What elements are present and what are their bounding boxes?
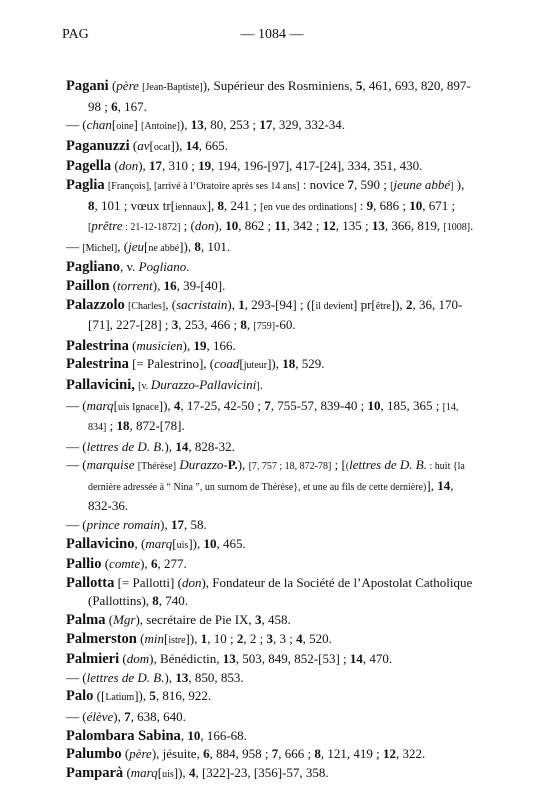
volume-number: 10 (203, 535, 217, 551)
small-text: ] (450, 180, 454, 192)
entry-text: , 17-25, 42-50 ; (180, 397, 265, 413)
entry-text: , 832-36. (88, 477, 454, 514)
entry-text: ; (106, 418, 117, 434)
volume-number: 7 (347, 176, 355, 192)
small-text: [759] (253, 321, 276, 333)
entry-text: ]), (267, 356, 283, 372)
entry-text: , 872-[78]. (129, 418, 185, 434)
italic-text: père (129, 746, 152, 762)
index-entry (66, 277, 476, 296)
volume-number: 17 (170, 517, 184, 533)
index-entry (66, 337, 476, 356)
entry-text: — ( (66, 397, 87, 413)
entry-text: ), (160, 517, 171, 533)
entry-text: , 293-[94] ; ([ (244, 296, 316, 312)
volume-number: 18 (282, 356, 296, 372)
italic-text: lettres de D. B. (349, 457, 428, 473)
small-text: [en vue des ordinations] (260, 201, 357, 213)
entry-text: ]), (390, 296, 406, 312)
small-text: juteur (243, 360, 268, 372)
volume-number: 3 (266, 630, 273, 646)
entry-headword: Palestrina (66, 356, 129, 373)
entry-text: ), (182, 337, 194, 353)
entry-text: ]), (185, 630, 201, 646)
entry-text: , 241 ; (224, 197, 261, 213)
entry-text: , 10 ; (207, 630, 237, 646)
volume-number: 14 (175, 438, 189, 454)
entry-headword: Paglia (66, 176, 105, 193)
entry-text: ), (164, 669, 176, 685)
entry-text: [= Pallotti] ( (114, 574, 182, 590)
volume-number: 4 (173, 397, 181, 413)
volume-number: 13 (371, 218, 385, 234)
italic-text: don (118, 158, 139, 174)
entry-text: [ (172, 535, 177, 551)
index-entry (66, 650, 476, 669)
volume-number: 16 (163, 277, 177, 293)
italic-text: Durazzo-Pallavicini (150, 376, 257, 392)
entry-text: , 36, 170-[71], 227-[28] ; (88, 296, 463, 333)
entry-text: ), (138, 158, 150, 174)
italic-text: Mgr (113, 612, 136, 628)
small-text: [Michel] (82, 242, 118, 254)
page-header (62, 27, 482, 47)
small-text: [v. (138, 380, 151, 392)
entry-text: -60. (275, 317, 296, 333)
entry-text: , 755-57, 839-40 ; (270, 397, 368, 413)
entry-text: ( (105, 612, 114, 628)
volume-number: 4 (188, 764, 196, 780)
entry-text: , ( (134, 535, 146, 551)
italic-text: don (194, 218, 215, 234)
volume-number: 18 (116, 418, 130, 434)
volume-number: 12 (382, 746, 396, 762)
entry-headword: Palmerston (66, 630, 137, 647)
entry-text: , 884, 958 ; (209, 746, 272, 762)
volume-number: 10 (367, 397, 381, 413)
small-text: [François], [arrivé à l’Oratoire après ses 14 ans] (107, 180, 300, 192)
index-entry (66, 574, 476, 611)
entry-text: , 665. (198, 137, 228, 153)
volume-number: 10 (409, 197, 423, 213)
small-text: [ (88, 222, 92, 234)
entry-text: , 503, 849, 852-[53] ; (235, 651, 350, 667)
volume-number: 10 (225, 218, 239, 234)
index-entry (66, 77, 476, 116)
entry-headword: Pallavicino (66, 535, 135, 552)
entry-text: , 686 ; (373, 197, 410, 213)
entry-text: [ (111, 117, 117, 133)
entry-text: [ (163, 630, 169, 646)
entry-text: , 310 ; (162, 158, 199, 174)
small-text: ne abbé (148, 242, 180, 254)
volume-number: 13 (222, 651, 236, 667)
entry-headword: Pagliano (66, 259, 120, 276)
entry-text: , (246, 317, 254, 333)
entry-text: ], (426, 477, 438, 493)
volume-number: 4 (296, 630, 303, 646)
volume-number: 3 (254, 612, 262, 628)
entry-text: ( (128, 337, 137, 353)
entry-text: [ (143, 238, 149, 254)
volume-number: 7 (271, 746, 279, 762)
small-text: istre (168, 634, 186, 646)
page-number: — 1084 — (240, 27, 304, 42)
italic-text: min (144, 630, 164, 646)
entry-text: ), (140, 556, 151, 572)
entry-text: ; ( (180, 218, 195, 234)
volume-number: 8 (314, 746, 321, 762)
index-entry (66, 764, 476, 785)
entry-text: , [322]-23, [356]-57, 358. (195, 764, 329, 780)
small-text: [7, 757 ; 18, 872-78] (248, 461, 332, 473)
entry-text: , 458. (261, 612, 291, 628)
entry-headword: Paillon (66, 277, 110, 294)
entry-text: . (186, 259, 190, 275)
entry-text: ]), (158, 397, 174, 413)
italic-text: dom (126, 651, 150, 667)
entry-text: , 862 ; (238, 218, 275, 234)
entry-text: ( (121, 746, 130, 762)
index-entry (66, 397, 476, 438)
italic-text: lettres de D. B. (86, 438, 165, 454)
italic-text: av (137, 137, 150, 153)
entry-headword: Palazzolo (66, 296, 125, 313)
volume-number: 14 (437, 477, 451, 493)
index-entry (66, 727, 476, 746)
volume-number: 3 (171, 317, 179, 333)
index-entry (66, 355, 476, 376)
entry-text: ), (453, 176, 465, 192)
entry-headword: Pallio (66, 556, 102, 573)
italic-text: jeu (128, 238, 144, 254)
entry-text: , 2 ; (243, 630, 267, 646)
entry-text: — ( (66, 517, 87, 533)
italic-text: marq (145, 535, 173, 551)
entry-text: ), (113, 709, 125, 724)
index-entry (66, 669, 476, 688)
italic-text: père (116, 78, 139, 93)
entry-text: , 520. (302, 630, 332, 646)
entry-text: ), secrétaire de Pie IX, (135, 612, 255, 628)
entry-text: ] pr[ (353, 296, 376, 312)
small-text: uis (162, 768, 174, 780)
small-text: ( (345, 461, 350, 473)
entry-text: , ( (117, 238, 129, 254)
index-entry (66, 611, 476, 630)
volume-number: 10 (187, 727, 201, 743)
entry-text: [ (149, 137, 154, 153)
volume-number: 1 (200, 630, 208, 646)
entry-headword: Paganuzzi (66, 137, 130, 154)
entry-text: ( (109, 277, 118, 293)
entry-text: ), jésuite, (151, 746, 204, 762)
entry-headword: Pagani (66, 78, 109, 94)
entry-text: ), (227, 296, 239, 312)
small-text: uis Ignace (117, 401, 159, 413)
entry-text: [ (239, 356, 244, 372)
index-entry (66, 258, 476, 277)
entry-text: , 135 ; (335, 218, 372, 234)
entry-text: , 322. (395, 746, 426, 762)
entry-text: , 590 ; (354, 176, 391, 192)
index-entry (66, 137, 476, 158)
entry-text: , 58. (183, 517, 207, 533)
entry-text: , 166. (206, 337, 236, 353)
entry-headword: Palestrina (66, 337, 129, 354)
small-text: [Charles] (128, 300, 166, 312)
small-text: iennaux (175, 201, 207, 213)
index-entry (66, 176, 476, 238)
volume-number: 5 (355, 78, 363, 93)
volume-number: 17 (259, 117, 273, 133)
entry-text: ), (214, 218, 226, 234)
entry-text: , 80, 253 ; (203, 117, 260, 133)
entry-text: ], (206, 197, 218, 213)
entry-text: — ( (66, 117, 87, 133)
small-text: [14, 834] (88, 401, 459, 434)
volume-number: 8 (217, 197, 225, 213)
entry-text: , 666 ; (278, 746, 315, 762)
small-text: être (375, 300, 391, 312)
entry-text: — (66, 238, 83, 254)
entry-text: — ( (66, 669, 87, 685)
section-letters: PAG (62, 27, 89, 42)
entry-text: ( (136, 630, 145, 646)
entry-text: — ( (66, 709, 87, 724)
entry-text: , 194, 196-[97], 417-[24], 334, 351, 430. (211, 158, 423, 174)
index-entry (66, 376, 476, 397)
volume-number: 5 (149, 688, 156, 704)
entry-text: , 671 ; (422, 197, 456, 213)
volume-number: 17 (149, 158, 163, 174)
small-text: [Jean-Baptiste] (142, 82, 203, 93)
entry-text: ), (237, 457, 249, 473)
entry-text: ]), (170, 137, 186, 153)
small-text: Latium (105, 692, 135, 704)
small-text: il devient (315, 300, 354, 312)
entry-text: ( (123, 764, 131, 780)
entry-text: , 529. (295, 356, 325, 372)
entry-text: , v. (119, 259, 139, 275)
volume-number: 12 (322, 218, 336, 234)
italic-text: lettres de D. B. (86, 669, 165, 685)
entry-headword: Pallavicini, (66, 376, 135, 393)
entry-headword: Palmieri (66, 651, 120, 668)
small-text: ] (256, 380, 260, 392)
volume-number: 14 (349, 651, 363, 667)
entry-text: , 253, 466 ; (178, 317, 241, 333)
italic-text: sacristain (176, 296, 228, 312)
entry-text: ([ (93, 688, 106, 704)
entry-headword: Pamparà (66, 764, 124, 781)
entry-text: ( (101, 556, 110, 572)
small-text: : huit {la dernière adressée à “ Nina ”, un surnom de Thérèse}, et une au fils de cette dernière) (88, 461, 465, 493)
volume-number: 14 (185, 137, 199, 153)
entry-text: ), (164, 438, 176, 454)
entry-text: , 638, 640. (130, 709, 186, 724)
entry-text: [ (157, 764, 163, 780)
entry-text: , 101 ; vœux tr[ (94, 197, 176, 213)
entry-headword: Palumbo (66, 746, 122, 763)
italic-text: prince romain (86, 517, 161, 533)
index-entry (66, 157, 476, 176)
entry-headword: Pallotta (66, 574, 115, 591)
index-entry (66, 438, 476, 457)
entry-text: ), Bénédictin, (149, 651, 223, 667)
volume-number: 2 (236, 630, 244, 646)
italic-text: musicien (136, 337, 183, 353)
entry-text: , 465. (216, 535, 246, 551)
small-text: [ (390, 180, 394, 192)
entry-text: ; [ (331, 457, 346, 473)
volume-number: P. (227, 457, 238, 473)
small-text: oine (116, 121, 134, 133)
entry-text: , 101. (200, 238, 231, 254)
entry-text: , 850, 853. (188, 669, 244, 685)
italic-text: marq (86, 397, 114, 413)
index-entry (66, 708, 476, 727)
entry-text: ]), (134, 688, 150, 704)
volume-number: 11 (274, 218, 287, 234)
entry-text: : novice (299, 176, 348, 192)
index-entry (66, 555, 476, 574)
italic-text: torrent (117, 277, 153, 293)
entry-text: — ( (66, 438, 87, 454)
entry-text: [ (113, 397, 118, 413)
index-entry (66, 535, 476, 556)
small-text: [1008] (443, 222, 471, 234)
volume-number: 7 (124, 709, 131, 724)
index-entry (66, 296, 476, 337)
volume-number: 19 (193, 337, 207, 353)
entry-headword: Palma (66, 612, 106, 629)
index-entry (66, 116, 476, 137)
entry-text: ), (179, 117, 191, 133)
entry-text: ] (133, 117, 142, 133)
index-entry (66, 456, 476, 516)
volume-number: 19 (198, 158, 212, 174)
entry-text: , 167. (117, 98, 147, 114)
volume-number: 6 (150, 556, 158, 572)
entry-text: ( (111, 158, 119, 174)
italic-text: jeune abbé (393, 176, 451, 192)
entry-text: , 185, 365 ; (380, 397, 443, 413)
entry-headword: Pagella (66, 158, 112, 175)
entry-text: . (470, 218, 474, 234)
entry-text: ), Fondateur de la Société de l’Apostolat Catholique (Pallottins), (88, 574, 473, 609)
entry-text: , (180, 727, 188, 743)
italic-text: marq (130, 764, 158, 780)
entry-text: , 740. (158, 593, 189, 609)
index-entry (66, 516, 476, 535)
small-text: ocat (153, 141, 171, 153)
entry-text: ( (129, 137, 138, 153)
italic-text: coad (214, 356, 240, 372)
small-text: uis (176, 539, 189, 551)
entry-text: , 470. (362, 651, 393, 667)
entry-text: , 166-68. (200, 727, 247, 743)
volume-number: 13 (190, 117, 204, 133)
index-entry (66, 745, 476, 764)
entry-text: : (356, 197, 367, 213)
entry-text: ), Supérieur des Rosminiens, (202, 78, 356, 93)
entry-text: , 461, 693, 820, 897-98 ; (88, 78, 471, 114)
italic-text: prêtre (91, 218, 123, 234)
volume-number: 13 (175, 669, 189, 685)
entry-text: , ( (165, 296, 177, 312)
small-text: : 21-12-1872] (122, 222, 181, 234)
volume-number: 8 (194, 238, 201, 254)
volume-number: 6 (203, 746, 210, 762)
entry-text: [= Palestrino], ( (128, 356, 215, 372)
entry-text: ]), (179, 238, 195, 254)
entry-text: ( (108, 78, 117, 93)
entry-text: , 366, 819, (384, 218, 444, 234)
volume-number: 9 (366, 197, 374, 213)
entry-text: . (259, 376, 263, 392)
small-text: [Antoine] (141, 121, 180, 133)
entry-headword: Palo (66, 688, 94, 705)
volume-number: 1 (238, 296, 245, 312)
entry-text: — ( (66, 457, 87, 473)
index-entries (66, 77, 476, 784)
italic-text: don (181, 574, 202, 590)
italic-text: chan (86, 117, 112, 133)
entry-text: , 828-32. (188, 438, 235, 454)
entry-text: , 121, 419 ; (320, 746, 383, 762)
italic-text: Durazzo- (179, 457, 228, 473)
italic-text: Pogliano (138, 259, 187, 275)
volume-number: 6 (111, 98, 118, 114)
italic-text: marquise (86, 457, 135, 473)
entry-text: ( (119, 651, 127, 667)
entry-text: , 329, 332-34. (272, 117, 345, 133)
entry-text: ), (152, 277, 164, 293)
entry-headword: Palombara Sabina (66, 727, 181, 744)
small-text: [Thérèse] (137, 461, 177, 473)
entry-text: ]), (188, 535, 204, 551)
index-entry (66, 238, 476, 259)
volume-number: 2 (405, 296, 413, 312)
entry-text: ]), (173, 764, 189, 780)
entry-text: , 816, 922. (155, 688, 212, 704)
italic-text: élève (86, 709, 114, 724)
entry-text: , 342 ; (286, 218, 323, 234)
entry-text: , 3 ; (272, 630, 297, 646)
entry-text: , 39-[40]. (176, 277, 226, 293)
index-entry (66, 630, 476, 651)
volume-number: 7 (264, 397, 271, 413)
volume-number: 8 (240, 317, 247, 333)
volume-number: 8 (152, 593, 159, 609)
index-entry (66, 687, 476, 708)
volume-number: 8 (88, 197, 95, 213)
entry-text: , 277. (157, 556, 187, 572)
italic-text: comte (109, 556, 141, 572)
